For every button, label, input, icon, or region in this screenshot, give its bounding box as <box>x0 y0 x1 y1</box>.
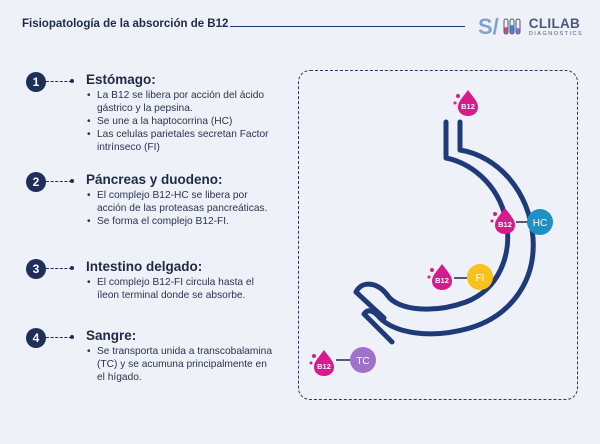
b12-drop <box>428 264 453 290</box>
step-number-badge: 1 <box>26 72 46 92</box>
b12-drop <box>491 208 516 234</box>
step-number-badge: 4 <box>26 328 46 348</box>
hc-label: HC <box>532 218 548 229</box>
brand-name: CLILAB <box>528 16 581 31</box>
list-item: • Se transporta unida a transcobalamina (TC) y se acumuna principalmente en el hígado. <box>86 345 276 384</box>
b12-label: B12 <box>461 102 475 111</box>
step-number-badge: 3 <box>26 259 46 279</box>
brand-subtitle: DIAGNOSTICS <box>528 30 584 37</box>
b12-tc-complex <box>310 347 377 376</box>
list-item: • El complejo B12-HC se libera por acción de las proteasas pancreáticas. <box>86 189 276 215</box>
step-title: Estómago: <box>86 72 156 87</box>
list-item: • El complejo B12-FI circula hasta el íleon terminal donde se absorbe. <box>86 276 276 302</box>
step-title: Sangre: <box>86 328 137 343</box>
list-item: • Se forma el complejo B12-FI. <box>86 215 276 228</box>
step-connector <box>46 268 72 269</box>
page-title: Fisiopatología de la absorción de B12 <box>22 18 229 30</box>
stomach-diagram <box>298 70 578 400</box>
step-title: Páncreas y duodeno: <box>86 172 223 187</box>
test-tubes-icon <box>503 17 525 37</box>
tc-label: TC <box>356 356 370 367</box>
list-item: • La B12 se libera por acción del ácido gástrico y la pepsina. <box>86 89 276 115</box>
b12-drop-free <box>454 90 479 116</box>
b12-fi-complex <box>428 264 494 290</box>
step-title: Intestino delgado: <box>86 259 203 274</box>
step-connector <box>46 181 72 182</box>
step-number-badge: 2 <box>26 172 46 192</box>
b12-drop <box>310 350 335 376</box>
b12-label: B12 <box>317 362 331 371</box>
b12-label: B12 <box>498 220 512 229</box>
b12-hc-complex <box>491 208 554 235</box>
step-connector <box>46 337 72 338</box>
brand-mark: S/ <box>478 14 499 39</box>
header-divider <box>230 26 465 27</box>
brand-logo <box>478 14 583 40</box>
list-item: • Se une a la haptocorrina (HC) <box>86 115 276 128</box>
step-connector <box>46 81 72 82</box>
b12-label: B12 <box>435 276 449 285</box>
list-item: • Las celulas parietales secretan Factor intrínseco (FI) <box>86 128 276 154</box>
fi-label: FI <box>475 273 485 284</box>
